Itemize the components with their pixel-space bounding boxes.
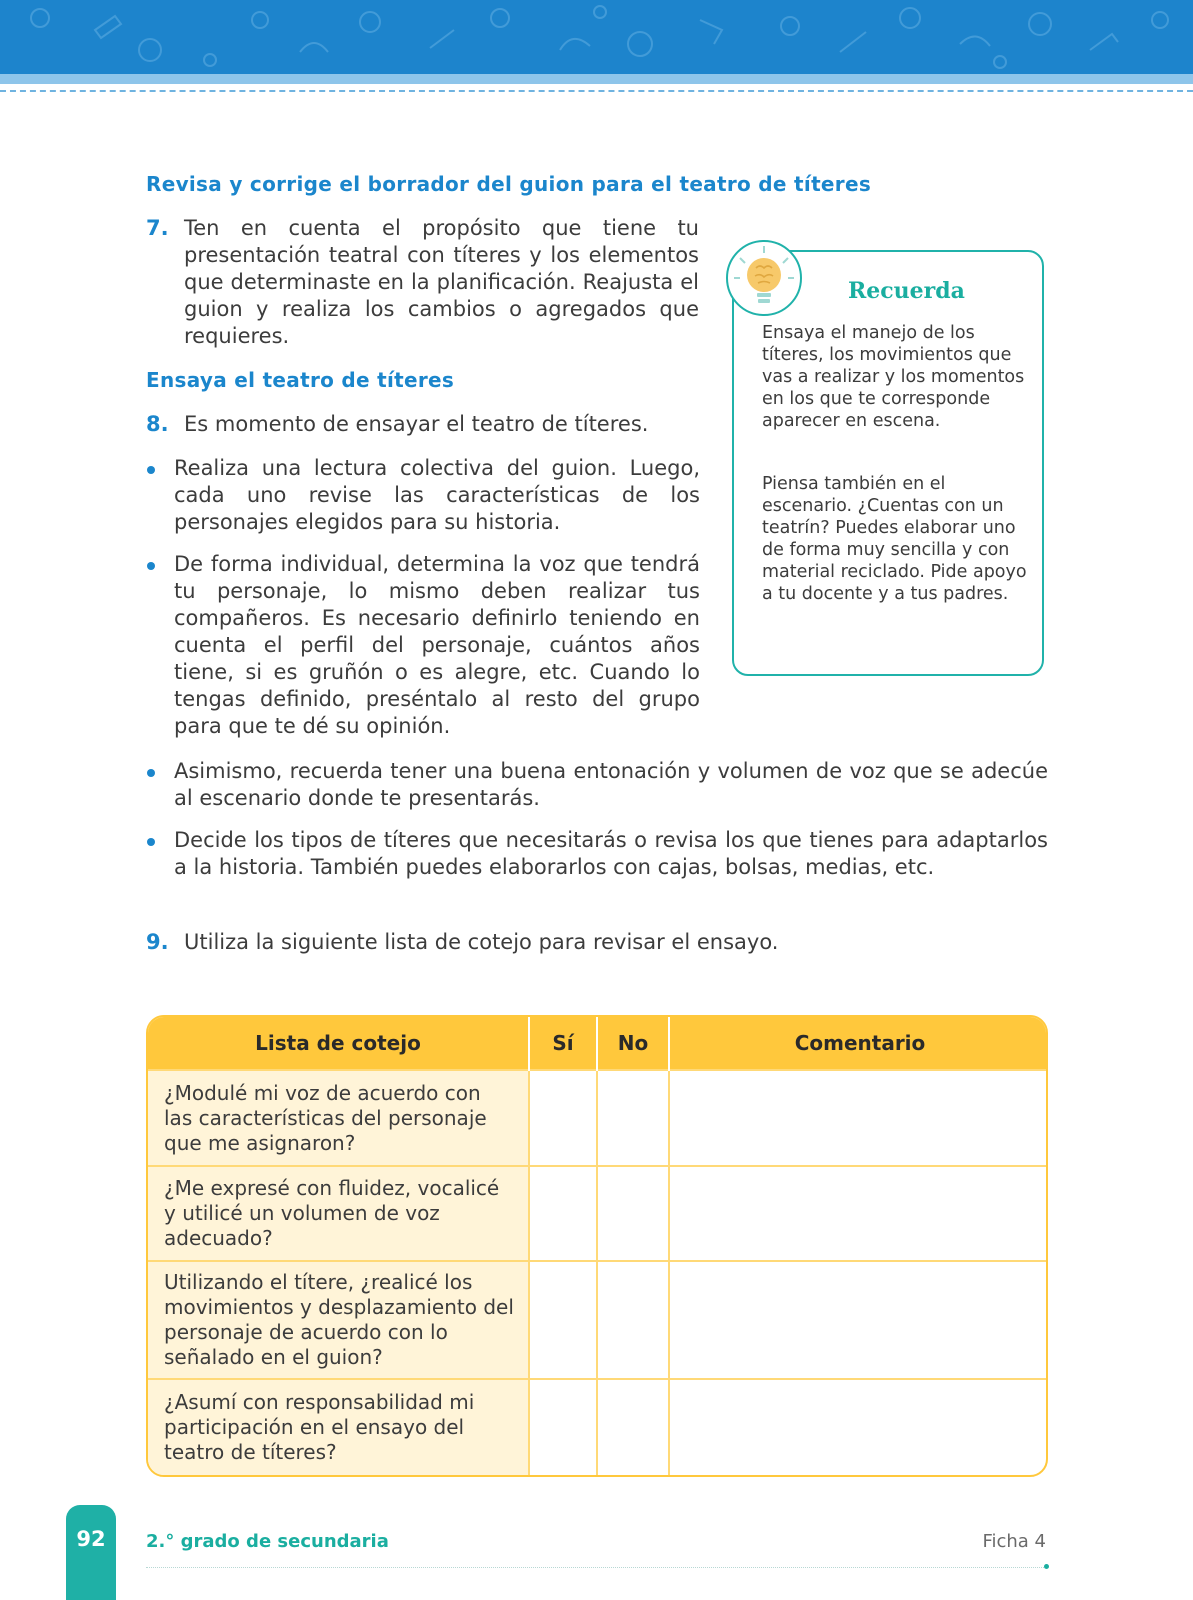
table-header-row (148, 1017, 1048, 1070)
page-number: 92 (76, 1527, 106, 1551)
si-cell[interactable] (529, 1166, 597, 1261)
checklist-table (146, 1015, 1048, 1477)
top-banner (0, 0, 1193, 74)
recuerda-paragraph-2: Piensa también en el escenario. ¿Cuentas con un teatrín? Puedes elaborar uno de forma muy sencilla y con material reciclado. Pide apoyo a tu docente y a tus padres. (762, 474, 1027, 604)
recuerda-paragraph-1: Ensaya el manejo de los títeres, los movimientos que vas a realizar y los momentos en los que te corresponde aparecer en escena. (762, 323, 1025, 431)
no-cell[interactable] (597, 1261, 669, 1379)
comment-cell[interactable] (669, 1379, 1048, 1475)
page-number-tab (66, 1505, 116, 1600)
section-heading-revisa: Revisa y corrige el borrador del guion para el teatro de títeres (146, 172, 872, 196)
bullet-dot (147, 466, 155, 474)
bullet-dot (147, 769, 155, 777)
item-7-text: Ten en cuenta el propósito que tiene tu presentación teatral con títeres y los elementos que determinaste en la planificación. Reajusta el guion y realiza los cambios o agregados que requieres. (184, 216, 699, 348)
footer-grade: 2.° grado de secundaria (146, 1531, 389, 1552)
header-comentario: Comentario (669, 1017, 1048, 1070)
no-cell[interactable] (597, 1070, 669, 1166)
dashed-divider (0, 90, 1193, 92)
banner-doodles (0, 0, 1193, 74)
header-no: No (597, 1017, 669, 1070)
item-8-text: Es momento de ensayar el teatro de títeres. (184, 412, 649, 436)
no-cell[interactable] (597, 1166, 669, 1261)
header-lista-de-cotejo: Lista de cotejo (148, 1017, 529, 1070)
no-cell[interactable] (597, 1379, 669, 1475)
comment-cell[interactable] (669, 1261, 1048, 1379)
table-row (148, 1261, 1048, 1379)
bullet-2-text: De forma individual, determina la voz que tendrá tu personaje, lo mismo deben realizar tus compañeros. Es necesario definirlo teniendo en cuenta el perfil del personaje, cuántos años tiene, si es gruñón o es alegre, etc. Cuando lo tengas definido, preséntalo al resto del grupo para que te dé su opinión. (174, 552, 700, 738)
bullet-3-text: Asimismo, recuerda tener una buena entonación y volumen de voz que se adecúe al escenario donde te presentarás. (174, 759, 1048, 810)
table-row (148, 1379, 1048, 1475)
footer-divider (146, 1567, 1046, 1568)
footer-ficha: Ficha 4 (982, 1531, 1046, 1552)
banner-strip (0, 74, 1193, 84)
checklist-question: ¿Me expresé con fluidez, vocalicé y utilicé un volumen de voz adecuado? (148, 1166, 529, 1261)
checklist-question: Utilizando el títere, ¿realicé los movimientos y desplazamiento del personaje de acuerdo con lo señalado en el guion? (148, 1261, 529, 1379)
item-7-number: 7. (146, 216, 169, 240)
si-cell[interactable] (529, 1261, 597, 1379)
item-9-number: 9. (146, 930, 169, 954)
recuerda-icon-circle (726, 240, 802, 316)
section-heading-ensaya: Ensaya el teatro de títeres (146, 368, 455, 392)
comment-cell[interactable] (669, 1070, 1048, 1166)
header-si: Sí (529, 1017, 597, 1070)
checklist-question: ¿Asumí con responsabilidad mi participación en el ensayo del teatro de títeres? (148, 1379, 529, 1475)
bullet-dot (147, 838, 155, 846)
item-8-number: 8. (146, 412, 169, 436)
table-row (148, 1070, 1048, 1166)
comment-cell[interactable] (669, 1166, 1048, 1261)
item-9-text: Utiliza la siguiente lista de cotejo para revisar el ensayo. (184, 930, 779, 954)
bullet-1-text: Realiza una lectura colectiva del guion. Luego, cada uno revise las características de los personajes elegidos para su historia. (174, 456, 700, 534)
recuerda-title: Recuerda (848, 278, 965, 304)
lightbulb-brain-icon (728, 242, 800, 314)
bullet-4-text: Decide los tipos de títeres que necesitarás o revisa los que tienes para adaptarlos a la historia. También puedes elaborarlos con cajas, bolsas, medias, etc. (174, 828, 1048, 879)
table-row (148, 1166, 1048, 1261)
bullet-dot (147, 562, 155, 570)
si-cell[interactable] (529, 1379, 597, 1475)
si-cell[interactable] (529, 1070, 597, 1166)
checklist-question: ¿Modulé mi voz de acuerdo con las características del personaje que me asignaron? (148, 1070, 529, 1166)
footer-dot (1044, 1564, 1049, 1569)
